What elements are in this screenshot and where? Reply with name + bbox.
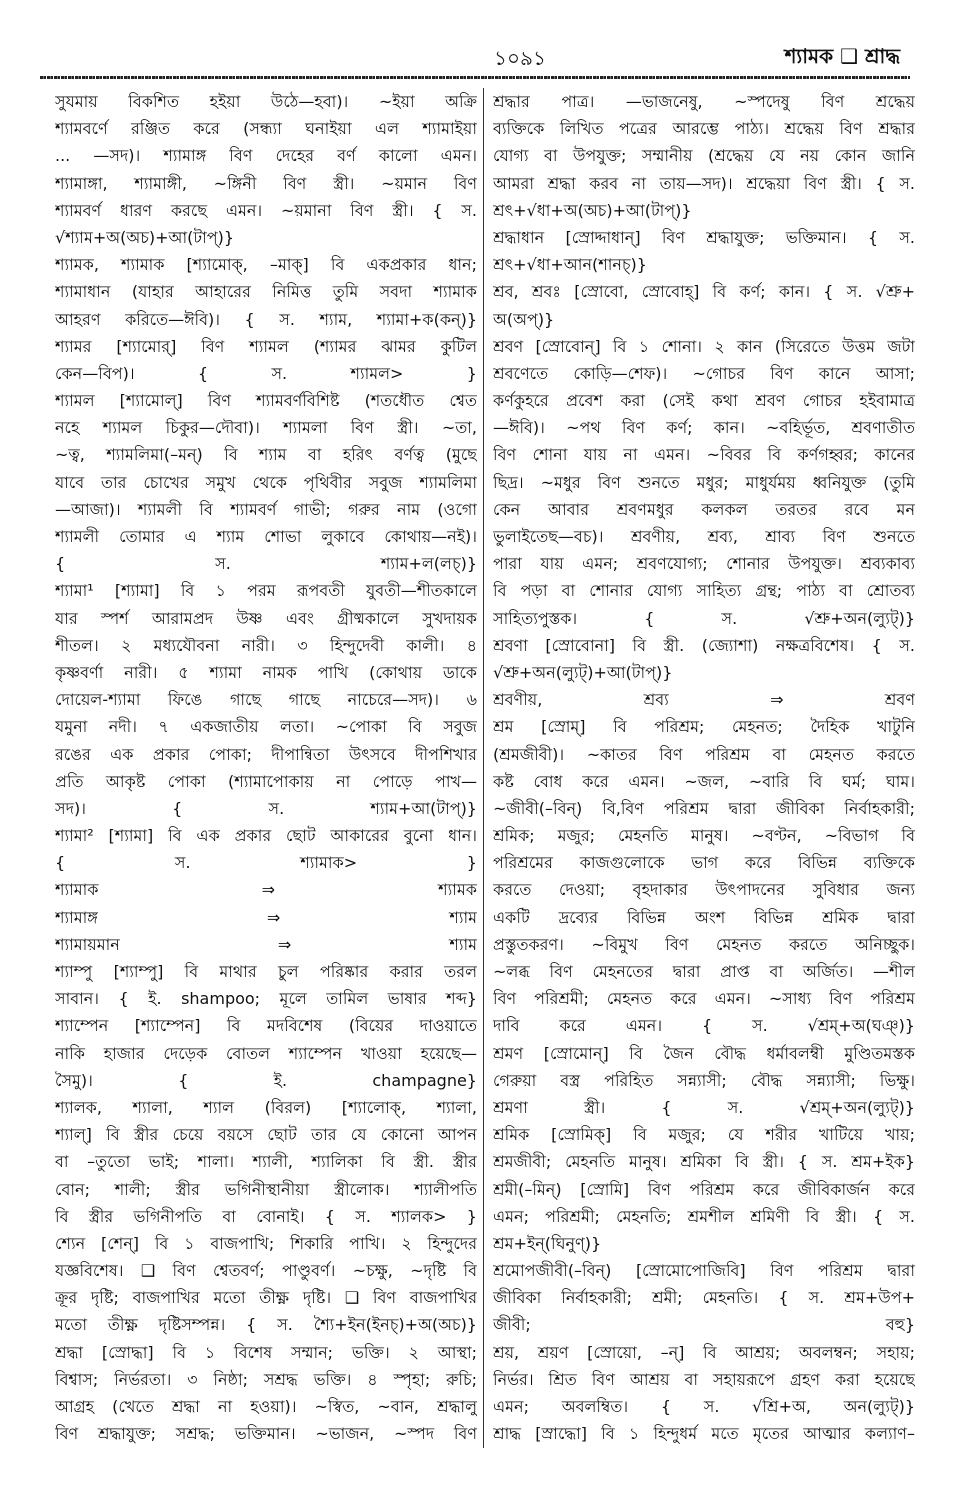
text-line: সদ)। { স. শ্যাম+আ(টাপ্)} [55,798,477,818]
text-line: আমরা শ্রদ্ধা করব না তায়—সদ)। শ্রদ্ধেয়া বিণ স্ত্রী। { স. [493,173,915,193]
right-column [493,88,915,1447]
text-line: নির্ভর। শ্রিত বিণ আশ্রয় বা সহায়রূপে গ্রহণ করা হয়েছে [493,1369,915,1389]
text-line: শ্যামবর্ণে রঞ্জিত করে (সন্ধ্যা ঘনাইয়া এল শ্যামাইয়া [55,119,477,139]
text-line: শ্যাম্পেন [শ্যাম্পেন] বি মদবিশেষ (বিয়ের দাওয়াতে [55,1016,477,1036]
text-line: ছিদ্র। ~মধুর বিণ শুনতে মধুর; মাধুর্যময় ধ্বনিযুক্ত (তুমি [493,472,915,492]
text-line: শ্রমিক [স্রোমিক্] বি মজুর; যে শরীর খাটিয়ে খায়; [493,1125,915,1145]
text-line: জীবিকা নির্বাহকারী; শ্রমী; মেহনতি। { স. শ্রম+উপ+ [493,1288,915,1308]
text-line: শ্যামবর্ণ ধারণ করছে এমন। ~য়মানা বিণ স্ত্রী। { স. [55,200,477,220]
text-line: সাহিত্যপুস্তক। { স. √শ্রু+অন(ল্যুট্)} [493,608,915,628]
text-line: ভুলাইতেছ—বচ)। শ্রবণীয়, শ্রব্য, শ্রাব্য বিণ শুনতে [493,527,915,546]
text-line: শ্রবণা [স্রোবোনা] বি স্ত্রী. (জ্যোশা) নক্ষত্রবিশেষ। { স. [493,635,915,655]
text-line: শীতল। ২ মধ্যযৌবনা নারী। ৩ হিন্দুদেবী কালী। ৪ [55,635,477,655]
text-line: জীবী; বহু} [493,1315,915,1335]
page-header [55,40,900,70]
column-divider [483,88,484,1448]
text-line: সাবান। { ই. shampoo; মূলে তামিল ভাষার শব্দ} [55,989,477,1009]
text-line: গেরুয়া বস্ত্র পরিহিত সন্ন্যাসী; বৌদ্ধ সন্ন্যাসী; ভিক্ষু। [493,1070,915,1090]
running-head: শ্যামক ❑ শ্রাদ্ধ [784,44,900,68]
text-line: বোন; শালী; স্ত্রীর ভগিনীস্থানীয়া স্ত্রীলোক। শ্যালীপতি [55,1179,477,1199]
text-line: প্রস্তুতকরণ। ~বিমুখ বিণ মেহনত করতে অনিচ্ছুক। [493,934,915,954]
text-line: প্রতি আকৃষ্ট পোকা (শ্যামাপোকায় না পোড়ে পাখ— [55,771,477,791]
text-line: ~লব্ধ বিণ মেহনতের দ্বারা প্রাপ্ত বা অর্জিত। —শীল [493,962,915,981]
text-line: যার স্পর্শ আরামপ্রদ উষ্ণ এবং গ্রীষ্মকালে সুখদায়ক [55,608,477,628]
text-line: শ্রমজীবী; মেহনতি মানুষ। শ্রমিকা বি স্ত্রী। { স. শ্রম+ইক} [493,1152,915,1172]
text-line: এমন; অবলম্বিত। { স. √শ্রি+অ, অন(ল্যুট্)} [493,1397,915,1416]
text-line: সুযমায় বিকশিত হইয়া উঠে—হবা)। ~ইয়া অক্রি [55,92,477,111]
text-line: ... —সদ)। শ্যামাঙ্গ বিণ দেহের বর্ণ কালো এমন। [55,146,477,166]
text-line: শ্রয়, শ্রয়ণ [স্রোয়ো, –ন্] বি আশ্রয়; অবলম্বন; সহায়; [493,1342,915,1362]
text-line: শ্রমিক; মজুর; মেহনতি মানুষ। ~বণ্টন, ~বিভাগ বি [493,826,915,846]
text-line: শ্রমণ [স্রোমোন্] বি জৈন বৌদ্ধ ধর্মাবলম্বী মুণ্ডিতমস্তক [493,1043,915,1063]
text-line: শ্রৎ+√ধা+অ(অচ)+আ(টাপ্)} [493,200,692,220]
text-line: শ্রমোপজীবী(–বিন্) [স্রোমোপোজিবি] বিণ পরিশ্রম দ্বারা [493,1261,915,1281]
text-line: কষ্ট বোধ করে এমন। ~জল, ~বারি বি ঘর্ম; ঘাম। [493,771,915,791]
text-line: শ্রাদ্ধ [স্রাদ্ধো] বি ১ হিন্দুধর্ম মতে মৃতের আত্মার কল্যাণ– [493,1424,915,1444]
left-column [55,88,477,1447]
text-line: শ্যামল [শ্যামোল্] বিণ শ্যামবর্ণবিশিষ্ট (শতধৌত শ্বেত [55,391,477,411]
text-line: কর্ণকুহরে প্রবেশ করা (সেই কথা শ্রবণ গোচর হইবামাত্র [493,391,915,411]
text-line: √শ্রু+অন(ল্যুট্)+আ(টাপ্)} [493,662,673,682]
text-line: শ্রবণীয়, শ্রব্য ⇒ শ্রবণ [493,690,915,710]
text-line: নাকি হাজার দেড়েক বোতল শ্যাম্পেন খাওয়া হয়েছে— [55,1043,477,1063]
text-line: { স. শ্যামাক> } [55,853,477,873]
text-line: আহরণ করিতে—ঈবি)। { স. শ্যাম, শ্যামা+ক(কন্)} [55,309,477,329]
text-line: শ্যামর [শ্যামোর্] বিণ শ্যামল (শ্যামর ঝামর কুটিল [55,336,477,356]
text-line: শ্রমণা স্ত্রী। { স. √শ্রম্+অন(ল্যুট্)} [493,1097,915,1117]
text-line: শ্যামা² [শ্যামা] বি এক প্রকার ছোট আকারের বুনো ধান। [55,826,477,846]
text-line: শ্যামাধান (যাহার আহারের নিমিত্ত তুমি সবদা শ্যামাক [55,282,477,302]
text-line: দোয়েল-শ্যামা ফিঙে গাছে গাছে নাচেরে—সদ)। ৬ [55,690,477,710]
text-line: শ্রদ্ধা [স্রোদ্ধা] বি ১ বিশেষ সম্মান; ভক্তি। ২ আস্থা; [55,1342,477,1362]
text-line: শ্যামাঙ্গ ⇒ শ্যাম [55,907,477,927]
text-line: শ্যামা¹ [শ্যামা] বি ১ পরম রূপবতী যুবতী—শীতকালে [55,581,477,601]
text-line: করতে দেওয়া; বৃহদাকার উৎপাদনের সুবিধার জন্য [493,880,915,900]
text-line: শ্যামাঙ্গা, শ্যামাঙ্গী, ~ঙ্গিনী বিণ স্ত্রী। ~য়মান বিণ [55,173,477,193]
text-line: শ্যাম্পু [শ্যাম্পু] বি মাথার চুল পরিষ্কার করার তরল [55,962,477,981]
text-line: অ(অপ্)} [493,309,555,329]
text-line: আগ্রহ (খেতে শ্রদ্ধা না হওয়া)। ~স্বিত, ~বান, শ্রদ্ধালু [55,1397,477,1416]
text-line: বা –তুতো ভাই; শালা। শ্যালী, শ্যালিকা বি স্ত্রী. স্ত্রীর [55,1152,477,1172]
text-line: যজ্ঞবিশেষ। ❑ বিণ শ্বেতবর্ণ; পাণ্ডুবর্ণ। ~চক্ষু, ~দৃষ্টি বি [55,1261,477,1281]
text-line: শ্রমী(–মিন্) [স্রোমি] বিণ পরিশ্রম করে জীবিকার্জন করে [493,1179,915,1199]
text-line: রঙের এক প্রকার পোকা; দীপান্বিতা উৎসবে দীপশিখার [55,744,477,764]
text-line: পরিশ্রমের কাজগুলোকে ভাগ করে বিভিন্ন ব্যক্তিকে [493,853,915,873]
text-line: √শ্যাম+অ(অচ)+আ(টাপ্)} [55,227,235,247]
text-line: যোগ্য বা উপযুক্ত; সম্মানীয় (শ্রদ্ধেয় যে নয় কোন জানি [493,146,915,166]
text-line: যমুনা নদী। ৭ একজাতীয় লতা। ~পোকা বি সবুজ [55,717,477,737]
text-line: শ্রৎ+√ধা+আন(শানচ্)} [493,255,647,275]
text-line: ~ত্ব, শ্যামলিমা(–মন্) বি শ্যাম বা হরিৎ বর্ণত্ব (মুছে [55,445,477,465]
text-line: শ্রবণ [স্রোবোন্] বি ১ শোনা। ২ কান (সিরেতে উত্তম জটা [493,336,915,356]
text-line: শ্যালক, শ্যালা, শ্যাল (বিরল) [শ্যালোক্, শ্যালা, [55,1097,477,1117]
text-line: —ঈবি)। ~পথ বিণ কর্ণ; কান। ~বহির্ভূত, শ্রবণাতীত [493,418,915,438]
text-line: দাবি করে এমন। { স. √শ্রম্+অ(ঘঞ্)} [493,1016,915,1036]
text-line: বি স্ত্রীর ভগিনীপতি বা বোনাই। { স. শ্যালক> } [55,1206,477,1226]
text-line: —আজা)। শ্যামলী বি শ্যামবর্ণ গাভী; গরুর নাম (ওগো [55,499,477,519]
text-line: শ্যাল্] বি স্ত্রীর চেয়ে বয়সে ছোট তার যে কোনো আপন [55,1125,477,1145]
page-number: ১০৯১ [494,46,546,70]
text-line: একটি দ্রব্যের বিভিন্ন অংশ বিভিন্ন শ্রমিক দ্বারা [493,907,915,927]
text-line: { স. শ্যাম+ল(লচ্)} [55,554,477,574]
text-line: শ্যামলী তোমার এ শ্যাম শোভা লুকাবে কোথায়—নই)। [55,527,477,546]
text-line: পারা যায় এমন; শ্রবণযোগ্য; শোনার উপযুক্ত। শ্রব্যকাব্য [493,554,915,574]
header-rule [40,76,910,79]
text-line: বিণ পরিশ্রমী; মেহনত করে এমন। ~সাধ্য বিণ পরিশ্রম [493,989,915,1009]
text-line: বিণ শোনা যায় না এমন। ~বিবর বি কর্ণগহ্বর; কানের [493,445,915,465]
text-line: শ্যামায়মান ⇒ শ্যাম [55,934,477,954]
text-line: সৈমু)। { ই. champagne} [55,1070,477,1090]
text-line: নহে শ্যামল চিকুর—দৌবা)। শ্যামলা বিণ স্ত্রী। ~তা, [55,418,477,438]
text-line: কৃষ্ণবর্ণা নারী। ৫ শ্যামা নামক পাখি (কোথায় ডাকে [55,662,477,682]
text-line: এমন; পরিশ্রমী; মেহনতি; শ্রমশীল শ্রমিণী বি স্ত্রী। { স. [493,1206,915,1226]
text-line: বিশ্বাস; নির্ভরতা। ৩ নিষ্ঠা; সশ্রদ্ধ ভক্তি। ৪ স্পৃহা; রুচি; [55,1369,477,1389]
text-line: শ্রব, শ্রবঃ [স্রোবো, স্রোবোহ্] বি কর্ণ; কান। { স. √শ্রু+ [493,282,915,302]
text-line: শ্রম [স্রোম্] বি পরিশ্রম; মেহনত; দৈহিক খাটুনি [493,717,915,737]
text-line: যাবে তার চোখের সমুখ থেকে পৃথিবীর সবুজ শ্যামলিমা [55,472,477,492]
text-line: শ্যামক, শ্যামাক [শ্যামোক্, –মাক্] বি একপ্রকার ধান; [55,255,477,275]
text-line: কেন আবার শ্রবণমধুর কলকল তরতর রবে মন [493,499,915,519]
text-line: বি পড়া বা শোনার যোগ্য সাহিত্য গ্রন্থ; পাঠ্য বা শ্রোতব্য [493,581,915,601]
text-line: শ্রদ্ধাধান [স্রোদ্দাধান্] বিণ শ্রদ্ধাযুক্ত; ভক্তিমান। { স. [493,227,915,247]
text-line: ব্যক্তিকে লিখিত পত্রের আরম্ভে পাঠ্য। শ্রদ্ধেয় বিণ শ্রদ্ধার [493,119,915,139]
text-line: ~জীবী(–বিন্) বি,বিণ পরিশ্রম দ্বারা জীবিকা নির্বাহকারী; [493,798,915,818]
text-line: শ্রদ্ধার পাত্র। —ভাজনেষু, ~স্পদেষু বিণ শ্রদ্ধেয় [493,92,915,111]
text-line: ক্রূর দৃষ্টি; বাজপাখির মতো তীক্ষ্ণ দৃষ্টি। ❑ বিণ বাজপাখির [55,1288,477,1308]
text-line: শ্রবণেতে কোড়ি—শেফ)। ~গোচর বিণ কানে আসা; [493,363,915,383]
text-line: মতো তীক্ষ্ণ দৃষ্টিসম্পন্ন। { স. শ্যৈ+ইন(ইনচ্)+অ(অচ)} [55,1315,477,1335]
text-line: কেন—বিপ)। { স. শ্যামল> } [55,363,477,383]
text-line: শ্যামাক ⇒ শ্যামক [55,880,477,900]
text-line: শ্যেন [শেন্] বি ১ বাজপাখি; শিকারি পাখি। ২ হিন্দুদের [55,1233,477,1253]
text-line: শ্রম+ইন্(ঘিনুণ্)} [493,1233,602,1253]
text-line: বিণ শ্রদ্ধাযুক্ত; সশ্রদ্ধ; ভক্তিমান। ~ভাজন, ~স্পদ বিণ [55,1424,477,1444]
text-line: (শ্রমজীবী)। ~কাতর বিণ পরিশ্রম বা মেহনত করতে [493,744,915,764]
